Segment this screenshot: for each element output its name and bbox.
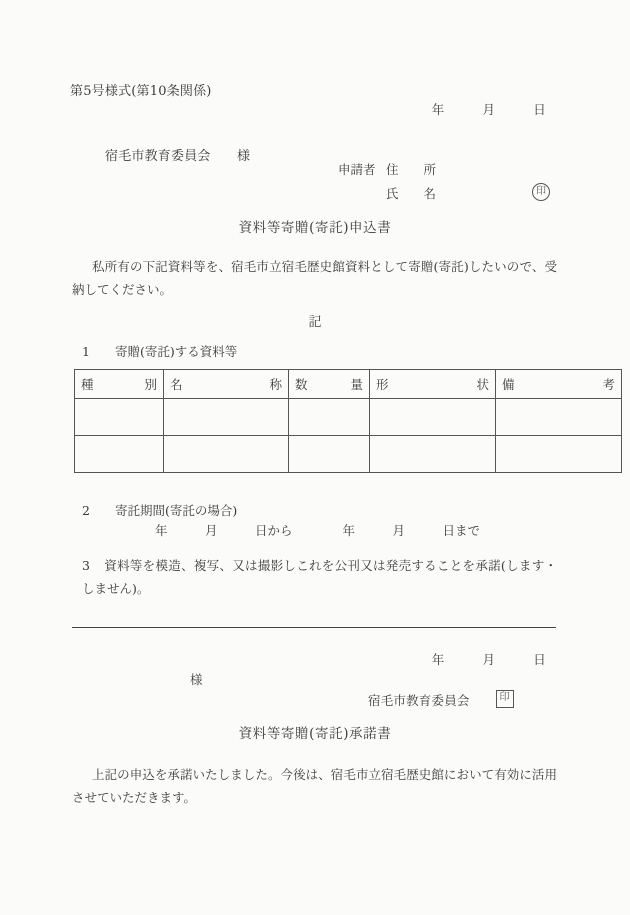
table-header-quantity-left: 数 bbox=[295, 378, 308, 392]
table-header-remarks bbox=[496, 370, 622, 399]
applicant-block bbox=[338, 158, 550, 206]
applicant-address-row bbox=[338, 158, 550, 182]
table-row bbox=[75, 399, 622, 436]
table-header-type bbox=[75, 370, 164, 399]
table-header-shape-left: 形 bbox=[376, 378, 389, 392]
application-date-line: 年 月 日 bbox=[431, 102, 546, 117]
table-header-name bbox=[164, 370, 289, 399]
table-header-quantity-right: 量 bbox=[350, 378, 363, 392]
section-2-heading bbox=[82, 501, 237, 519]
application-intro-paragraph: 私所有の下記資料等を、宿毛市立宿毛歴史館資料として寄贈(寄託)したいので、受納してください。 bbox=[72, 259, 557, 298]
table-row bbox=[75, 436, 622, 473]
section-3-text: 資料等を模造、複写、又は撮影しこれを公刊又は発売することを承諾(します・しません)。 bbox=[82, 558, 557, 597]
table-header-type-left: 種 bbox=[81, 378, 94, 392]
issuer-seal-icon: 印 bbox=[496, 690, 514, 708]
table-header-row bbox=[75, 370, 622, 399]
acceptance-title: 資料等寄贈(寄託)承諾書 bbox=[238, 726, 392, 742]
deposit-period-line: 年 月 日から 年 月 日まで bbox=[155, 523, 481, 538]
acceptance-addressee: 様 bbox=[190, 672, 203, 687]
applicant-name-label: 氏 名 bbox=[386, 185, 437, 201]
table-header-shape-right: 状 bbox=[476, 378, 489, 392]
table-cell-type[interactable] bbox=[75, 436, 164, 473]
acceptance-date-line: 年 月 日 bbox=[431, 652, 546, 667]
section-1-label: 寄贈(寄託)する資料等 bbox=[114, 344, 238, 359]
section-1-heading bbox=[82, 342, 237, 360]
table-header-shape bbox=[370, 370, 496, 399]
table-cell-type[interactable] bbox=[75, 399, 164, 436]
section-1-number: 1 bbox=[82, 344, 90, 359]
materials-table bbox=[74, 369, 622, 473]
applicant-seal-icon: 印 bbox=[532, 183, 550, 201]
applicant-address-label: 住 所 bbox=[386, 162, 437, 177]
table-cell-shape[interactable] bbox=[370, 436, 496, 473]
application-addressee: 宿毛市教育委員会 様 bbox=[105, 149, 251, 164]
application-title: 資料等寄贈(寄託)申込書 bbox=[238, 220, 392, 236]
acceptance-issuer-name: 宿毛市教育委員会 bbox=[368, 693, 470, 708]
ki-mark: 記 bbox=[308, 315, 322, 330]
section-3-block bbox=[82, 554, 557, 600]
form-code-label: 第5号様式(第10条関係) bbox=[70, 84, 212, 99]
table-cell-quantity[interactable] bbox=[289, 436, 370, 473]
form-separator bbox=[72, 627, 556, 628]
table-cell-quantity[interactable] bbox=[289, 399, 370, 436]
table-header-type-right: 別 bbox=[144, 378, 157, 392]
table-header-name-left: 名 bbox=[170, 378, 183, 392]
applicant-name-row bbox=[338, 182, 550, 206]
section-2-number: 2 bbox=[82, 503, 90, 518]
table-header-quantity bbox=[289, 370, 370, 399]
section-2-label: 寄託期間(寄託の場合) bbox=[114, 503, 238, 518]
table-cell-remarks[interactable] bbox=[496, 436, 622, 473]
table-header-name-right: 称 bbox=[269, 378, 282, 392]
table-cell-name[interactable] bbox=[164, 399, 289, 436]
applicant-lead-label: 申請者 bbox=[338, 162, 376, 177]
table-cell-name[interactable] bbox=[164, 436, 289, 473]
section-3-number: 3 bbox=[82, 558, 90, 573]
acceptance-closing-paragraph: 上記の申込を承諾いたしました。今後は、宿毛市立宿毛歴史館において有効に活用させていただきます。 bbox=[72, 767, 557, 806]
materials-table-body bbox=[75, 370, 622, 473]
table-header-remarks-right: 考 bbox=[602, 378, 615, 392]
acceptance-issuer-line bbox=[368, 690, 514, 709]
table-cell-shape[interactable] bbox=[370, 399, 496, 436]
table-header-remarks-left: 備 bbox=[502, 378, 515, 392]
table-cell-remarks[interactable] bbox=[496, 399, 622, 436]
